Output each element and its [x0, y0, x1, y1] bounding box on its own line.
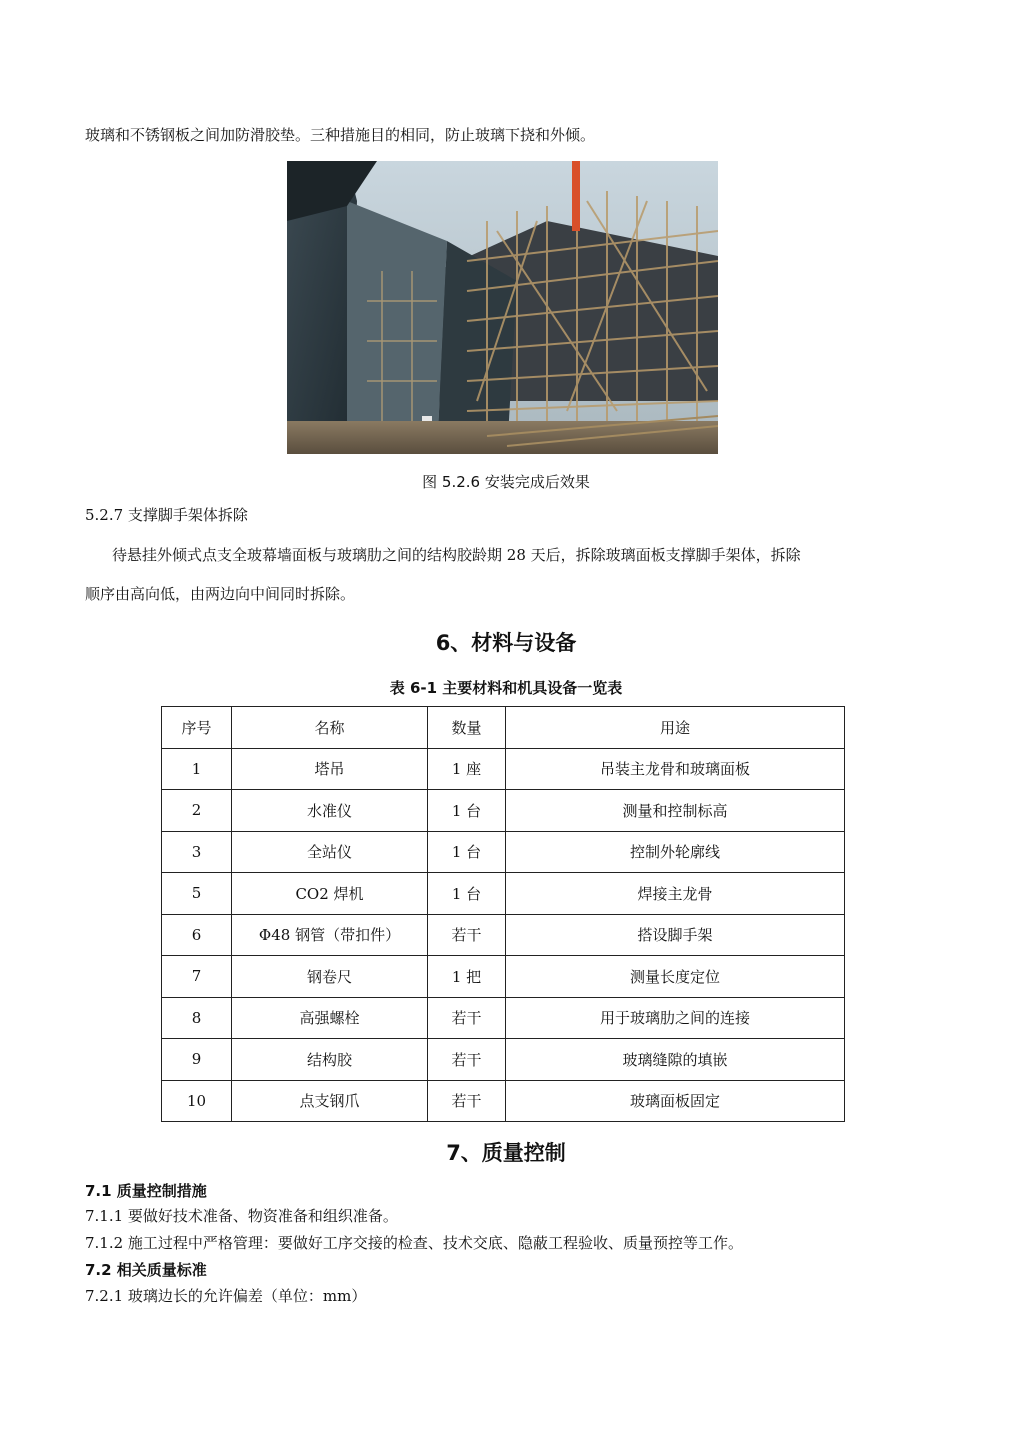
cell-index: 8 [162, 997, 232, 1039]
cell-index: 7 [162, 956, 232, 998]
cell-name: 塔吊 [232, 748, 428, 790]
table-row [162, 790, 845, 832]
table-row [162, 956, 845, 998]
materials-table [161, 706, 845, 1122]
table-row [162, 1080, 845, 1122]
cell-index: 1 [162, 748, 232, 790]
construction-photo [287, 161, 718, 454]
cell-quantity: 若干 [428, 1080, 506, 1122]
section-5-2-7-heading: 5.2.7 支撑脚手架体拆除 [85, 506, 248, 524]
cell-name: 钢卷尺 [232, 956, 428, 998]
cell-index: 3 [162, 831, 232, 873]
intro-line: 玻璃和不锈钢板之间加防滑胶垫。三种措施目的相同，防止玻璃下挠和外倾。 [85, 126, 596, 144]
section-5-2-7-para-line2: 顺序由高向低，由两边向中间同时拆除。 [85, 585, 356, 603]
cell-index: 2 [162, 790, 232, 832]
header-name: 名称 [232, 707, 428, 749]
cell-name: 高强螺栓 [232, 997, 428, 1039]
header-usage: 用途 [506, 707, 845, 749]
section-7-2-heading: 7.2 相关质量标准 [85, 1261, 207, 1279]
cell-index: 10 [162, 1080, 232, 1122]
section-7-2-1: 7.2.1 玻璃边长的允许偏差（单位：mm） [85, 1287, 367, 1305]
table-header-row [162, 707, 845, 749]
cell-name: 全站仪 [232, 831, 428, 873]
cell-usage: 搭设脚手架 [506, 914, 845, 956]
cell-index: 6 [162, 914, 232, 956]
cell-usage: 玻璃面板固定 [506, 1080, 845, 1122]
section-5-2-7-para-line1: 待悬挂外倾式点支全玻幕墙面板与玻璃肋之间的结构胶龄期 28 天后，拆除玻璃面板支撑脚手架体，拆除 [112, 546, 801, 564]
cell-usage: 焊接主龙骨 [506, 873, 845, 915]
cell-quantity: 1 座 [428, 748, 506, 790]
table-row [162, 748, 845, 790]
table-title: 表 6-1 主要材料和机具设备一览表 [389, 679, 623, 697]
section-7-title: 7、质量控制 [446, 1141, 566, 1165]
table-row [162, 997, 845, 1039]
cell-quantity: 1 把 [428, 956, 506, 998]
cell-quantity: 1 台 [428, 873, 506, 915]
cell-index: 9 [162, 1039, 232, 1081]
table-row [162, 914, 845, 956]
cell-quantity: 1 台 [428, 831, 506, 873]
header-index: 序号 [162, 707, 232, 749]
scaffold-glass-image [287, 161, 718, 454]
section-7-1-heading: 7.1 质量控制措施 [85, 1182, 207, 1200]
cell-name: 点支钢爪 [232, 1080, 428, 1122]
cell-name: 结构胶 [232, 1039, 428, 1081]
cell-usage: 玻璃缝隙的填嵌 [506, 1039, 845, 1081]
section-6-title: 6、材料与设备 [435, 631, 577, 655]
cell-usage: 测量和控制标高 [506, 790, 845, 832]
table-row [162, 831, 845, 873]
cell-name: CO2 焊机 [232, 873, 428, 915]
cell-name: 水准仪 [232, 790, 428, 832]
cell-quantity: 1 台 [428, 790, 506, 832]
table-row [162, 1039, 845, 1081]
cell-usage: 用于玻璃肋之间的连接 [506, 997, 845, 1039]
cell-quantity: 若干 [428, 997, 506, 1039]
cell-quantity: 若干 [428, 1039, 506, 1081]
cell-index: 5 [162, 873, 232, 915]
section-7-1-2: 7.1.2 施工过程中严格管理：要做好工序交接的检查、技术交底、隐蔽工程验收、质量预控等工作。 [85, 1234, 743, 1252]
cell-name: Φ48 钢管（带扣件） [232, 914, 428, 956]
header-quantity: 数量 [428, 707, 506, 749]
cell-quantity: 若干 [428, 914, 506, 956]
cell-usage: 控制外轮廓线 [506, 831, 845, 873]
cell-usage: 测量长度定位 [506, 956, 845, 998]
table-row [162, 873, 845, 915]
section-7-1-1: 7.1.1 要做好技术准备、物资准备和组织准备。 [85, 1207, 398, 1225]
cell-usage: 吊装主龙骨和玻璃面板 [506, 748, 845, 790]
figure-caption: 图 5.2.6 安装完成后效果 [422, 473, 590, 491]
